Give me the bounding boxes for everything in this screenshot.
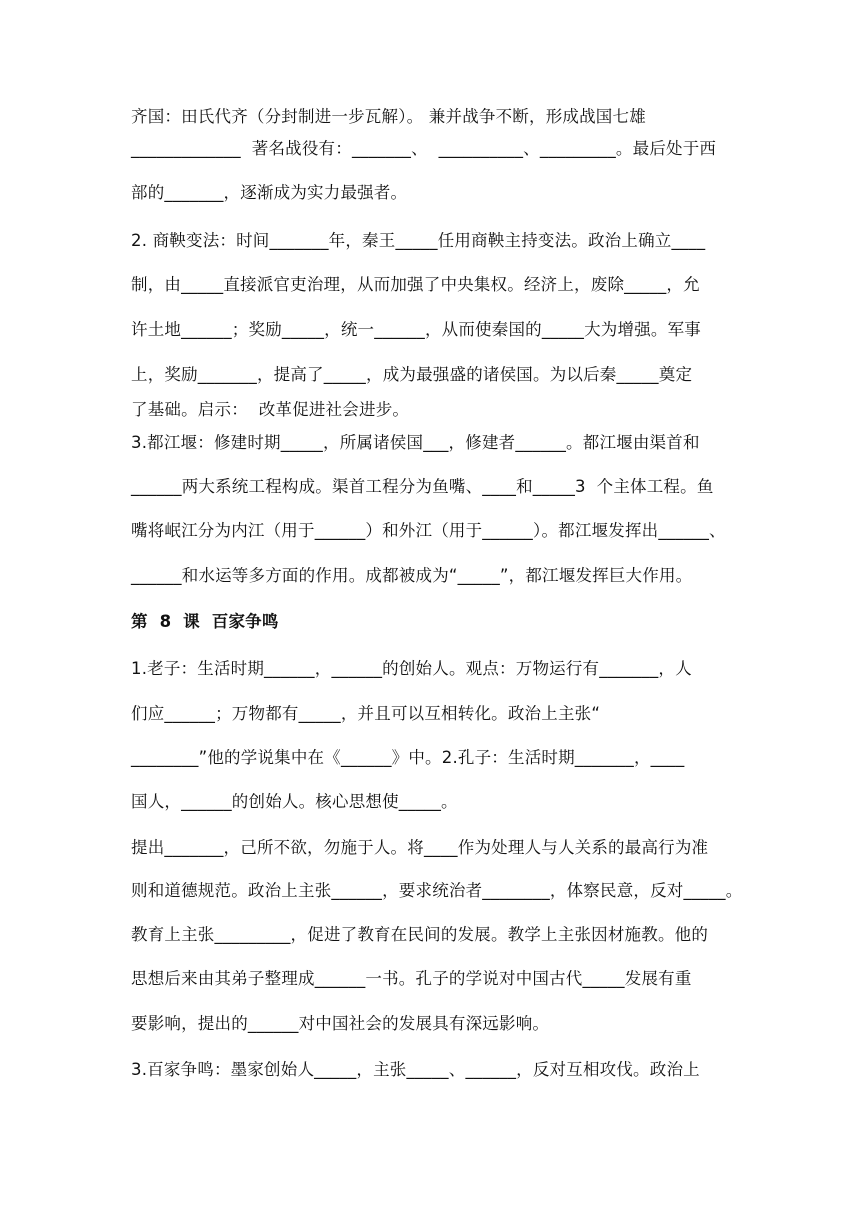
text-line: 教育上主张_________，促进了教育在民间的发展。教学上主张因材施教。他的: [131, 925, 709, 944]
text-line: ________”他的学说集中在《______》中。2.孔子：生活时期_______，____: [131, 748, 685, 767]
text-line: 要影响，提出的______对中国社会的发展具有深远影响。: [131, 1014, 550, 1033]
text-line: 提出_______，己所不欲，勿施于人。将____作为处理人与人关系的最高行为准: [131, 838, 709, 857]
text-line: 上，奖励_______，提高了_____，成为最强盛的诸侯国。为以后秦_____奠定: [131, 365, 693, 384]
text-line: 3.百家争鸣：墨家创始人_____，主张_____、______，反对互相攻伐。政治上: [131, 1060, 700, 1079]
text-line: 则和道德规范。政治上主张______，要求统治者________，体察民意，反对_____。: [131, 881, 743, 900]
text-line: 嘴将岷江分为内江（用于______）和外江（用于______）。都江堰发挥出______、: [131, 521, 726, 540]
text-line: 齐国：田氏代齐（分封制进一步瓦解）。 兼并战争不断，形成战国七雄: [131, 107, 646, 126]
text-line: 思想后来由其弟子整理成______一书。孔子的学说对中国古代_____发展有重: [131, 969, 692, 988]
text-line: 1.老子：生活时期______，______的创始人。观点：万物运行有_______，人: [131, 659, 692, 678]
text-line: 了基础。启示： 改革促进社会进步。: [131, 400, 410, 419]
text-line: 许土地______；奖励_____，统一______，从而使秦国的_____大为增强。军事: [131, 320, 701, 339]
text-line: 部的_______，逐渐成为实力最强者。: [131, 183, 408, 202]
text-line: ______和水运等多方面的作用。成都被成为“_____”，都江堰发挥巨大作用。: [131, 566, 693, 585]
text-line: 国人，______的创始人。核心思想使_____。: [131, 792, 458, 811]
text-line: 们应______；万物都有_____，并且可以互相转化。政治上主张“: [131, 704, 601, 723]
section-heading: 第 8 课 百家争鸣: [131, 612, 279, 631]
text-line: 3.都江堰：修建时期_____，所属诸侯国___，修建者______。都江堰由渠首和: [131, 433, 700, 452]
text-line: 2. 商鞅变法：时间_______年，秦王_____任用商鞅主持变法。政治上确立____: [131, 231, 706, 250]
text-line: _____________ 著名战役有：_______、 __________、_________。最后处于西: [131, 139, 717, 158]
text-line: 制，由_____直接派官吏治理，从而加强了中央集权。经济上，废除_____，允: [131, 275, 700, 294]
text-line: ______两大系统工程构成。渠首工程分为鱼嘴、____和_____3 个主体工程。鱼: [131, 477, 714, 496]
